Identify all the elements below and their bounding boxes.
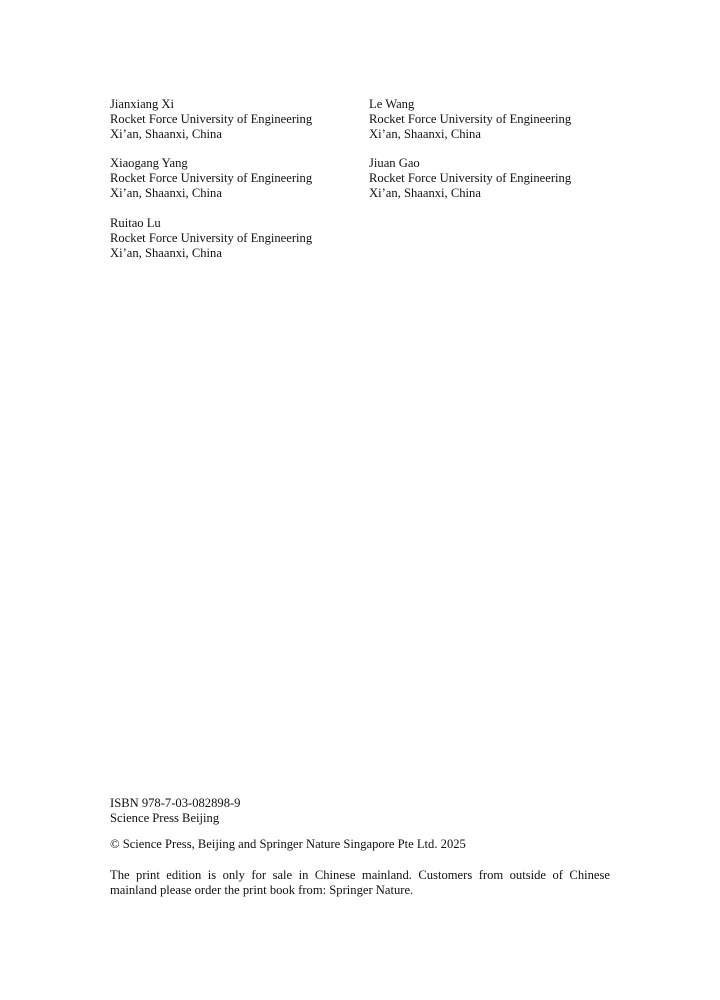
author-location: Xi’an, Shaanxi, China bbox=[110, 246, 222, 260]
author-name: Ruitao Lu bbox=[110, 216, 161, 230]
author-block bbox=[110, 97, 312, 142]
author-location: Xi’an, Shaanxi, China bbox=[369, 127, 481, 141]
author-affiliation: Rocket Force University of Engineering bbox=[110, 112, 313, 126]
author-location: Xi’an, Shaanxi, China bbox=[110, 186, 222, 200]
author-name: Le Wang bbox=[369, 97, 415, 111]
author-affiliation: Rocket Force University of Engineering bbox=[110, 231, 313, 245]
author-affiliation: Rocket Force University of Engineering bbox=[369, 112, 572, 126]
author-affiliation: Rocket Force University of Engineering bbox=[369, 171, 572, 185]
author-block bbox=[369, 156, 571, 201]
author-location: Xi’an, Shaanxi, China bbox=[110, 127, 222, 141]
author-block bbox=[369, 97, 571, 142]
author-location: Xi’an, Shaanxi, China bbox=[369, 186, 481, 200]
isbn-block bbox=[110, 796, 610, 826]
author-block bbox=[110, 156, 312, 201]
isbn: ISBN 978-7-03-082898-9 bbox=[110, 796, 241, 810]
author-name: Jiuan Gao bbox=[369, 156, 420, 170]
author-name: Xiaogang Yang bbox=[110, 156, 188, 170]
author-block bbox=[110, 216, 312, 261]
author-affiliation: Rocket Force University of Engineering bbox=[110, 171, 313, 185]
copyright-line: © Science Press, Beijing and Springer Nature Singapore Pte Ltd. 2025 bbox=[110, 837, 466, 851]
author-name: Jianxiang Xi bbox=[110, 97, 175, 111]
publisher: Science Press Beijing bbox=[110, 811, 220, 825]
sale-notice: The print edition is only for sale in Chinese mainland. Customers from outside of Chinese mainland please order the print book from: Springer Nature. bbox=[110, 868, 610, 897]
